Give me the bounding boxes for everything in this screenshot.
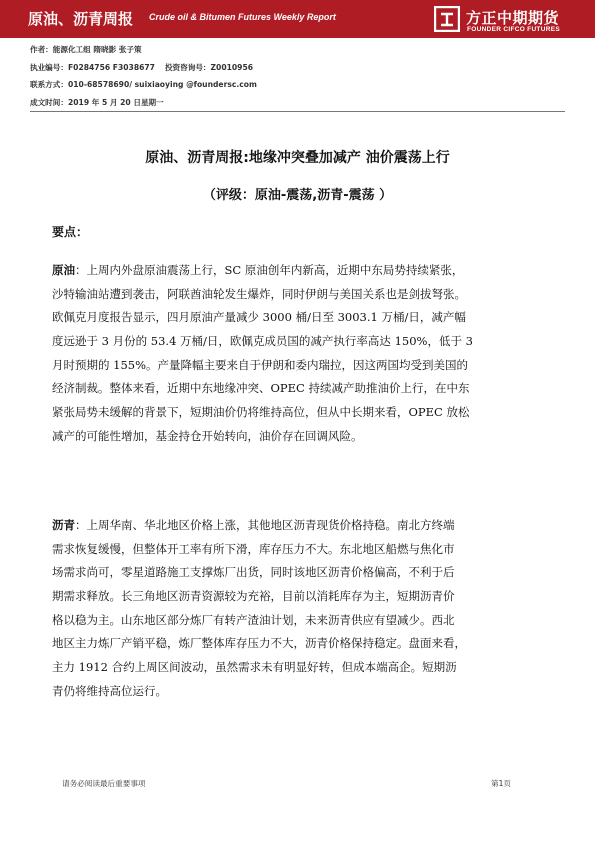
crude-lead-label: 原油	[52, 263, 75, 277]
date-line: 成文时间：2019 年 5 月 20 日星期一	[30, 98, 164, 107]
logo-english-name: FOUNDER CIFCO FUTURES	[467, 26, 560, 33]
crude-line: 月时预期的 155%。产量降幅主要来自于伊朗和委内瑞拉，因这两国均受到美国的	[52, 357, 469, 372]
bitumen-line: 期需求释放。长三角地区沥青资源较为充裕，目前以消耗库存为主，短期沥青价	[52, 589, 455, 604]
logo-chinese-name: 方正中期期货	[466, 9, 560, 27]
bitumen-lead-label: 沥青	[52, 518, 75, 532]
header-divider	[30, 111, 565, 112]
authors-line: 作者：能源化工组 隋晓影 张子策	[30, 45, 142, 54]
crude-line: 欧佩克月度报告显示，四月原油产量减少 3000 桶/日至 3003.1 万桶/日，减产幅	[52, 310, 466, 325]
rating-line: （评级：原油-震荡,沥青-震荡 ）	[202, 188, 393, 203]
license-line	[30, 62, 253, 73]
report-series-title: 原油、沥青周报	[28, 10, 134, 28]
crude-line: 减产的可能性增加，基金持仓开始转向，油价存在回调风险。	[52, 428, 363, 443]
document-title: 原油、沥青周报:地缘冲突叠加减产 油价震荡上行	[145, 150, 450, 166]
crude-line: 紧张局势未缓解的背景下，短期油价仍将维持高位，但从中长期来看，OPEC 放松	[52, 405, 470, 420]
bitumen-line-text: ：上周华南、华北地区价格上涨，其他地区沥青现货价格持稳。南北方终端	[75, 518, 455, 532]
report-header-bar	[0, 0, 595, 38]
footer-disclaimer-note: 请务必阅读最后重要事项	[62, 779, 146, 788]
bitumen-line	[52, 514, 551, 538]
bitumen-line: 青仍将维持高位运行。	[52, 683, 167, 698]
contact-line: 联系方式：010-68578690/ suixiaoying @foundersc.com	[30, 80, 257, 89]
bitumen-line: 地区主力炼厂产销平稳，炼厂整体库存压力不大，沥青价格保持稳定。盘面来看，	[52, 636, 466, 651]
bitumen-line: 需求恢复缓慢，但整体开工率有所下滑，库存压力不大。东北地区船燃与焦化市	[52, 541, 455, 556]
license-numbers: 执业编号：F0284756 F3038677	[30, 63, 155, 72]
crude-line: 沙特输油站遭到袭击，阿联酋油轮发生爆炸，同时伊朗与美国关系也是剑拔弩张。	[52, 286, 466, 301]
bitumen-line: 主力 1912 合约上周区间波动，虽然需求未有明显好转，但成本端高企。短期沥	[52, 660, 457, 675]
crude-oil-paragraph	[52, 259, 551, 449]
page-number: 第1页	[491, 779, 512, 788]
crude-line	[52, 259, 551, 283]
keypoints-heading: 要点：	[52, 225, 89, 239]
bitumen-paragraph	[52, 514, 551, 704]
bitumen-line: 场需求尚可，零星道路施工支撑炼厂出货，同时该地区沥青价格偏高，不利于后	[52, 565, 455, 580]
founder-logo-icon	[434, 6, 460, 32]
consult-number: 投资咨询号：Z0010956	[164, 63, 254, 72]
bitumen-line: 格以稳为主。山东地区部分炼厂有转产渣油计划，未来沥青供应有望减少。西北	[52, 612, 455, 627]
crude-line: 经济制裁。整体来看，近期中东地缘冲突、OPEC 持续减产助推油价上行，在中东	[52, 381, 470, 396]
founder-cifco-logo	[434, 6, 589, 36]
crude-line-text: ：上周内外盘原油震荡上行，SC 原油创年内新高，近期中东局势持续紧张，	[75, 263, 464, 277]
report-series-subtitle: Crude oil & Bitumen Futures Weekly Report	[149, 12, 336, 22]
crude-line: 度远逊于 3 月份的 53.4 万桶/日，欧佩克成员国的减产执行率高达 150%，低于 3	[52, 334, 473, 349]
